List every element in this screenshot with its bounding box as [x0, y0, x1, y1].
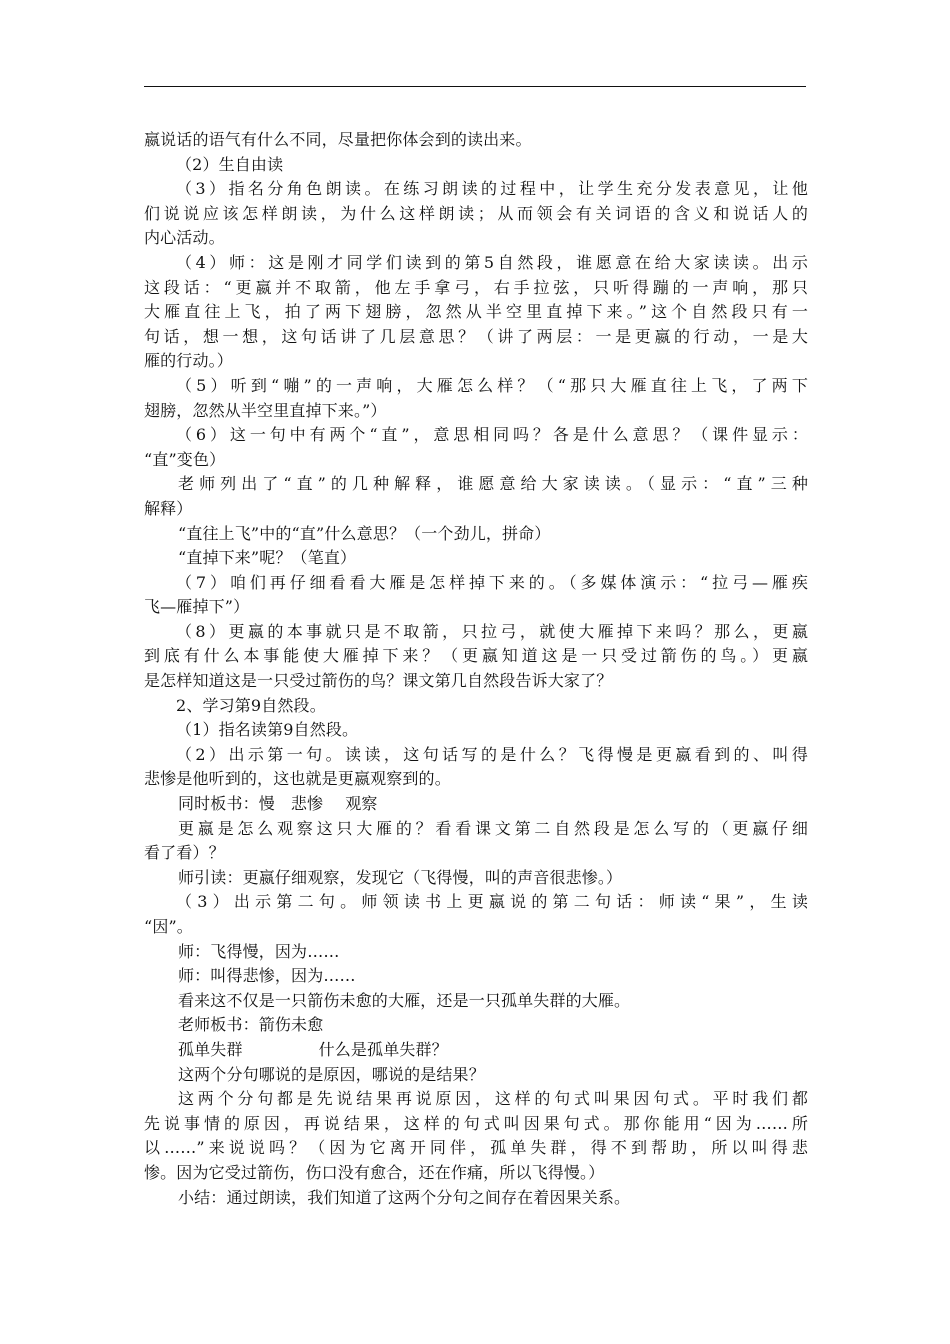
text-line: （1）指名读第9自然段。 [176, 720, 359, 740]
text-line: “因”。 [144, 917, 193, 936]
text-line: 惨。因为它受过箭伤，伤口没有愈合，还在作痛，所以飞得慢。） [144, 1162, 605, 1182]
text-line: （3）指名分角色朗读。在练习朗读的过程中，让学生充分发表意见，让他 [176, 179, 808, 199]
text-line: （6）这一句中有两个“直”，意思相同吗？各是什么意思？（课件显示： [176, 425, 808, 445]
board-writing-line [144, 1038, 808, 1063]
board-word: 孤单失群 [178, 1039, 243, 1059]
text-line: （5）听到“嘣”的一声响，大雁怎么样？（“那只大雁直往上飞，了两下 [176, 375, 808, 395]
text-line: 老师列出了“直”的几种解释，谁愿意给大家读读。（显示：“直”三种 [178, 474, 808, 494]
text-line: 老师板书：箭伤未愈 [178, 1015, 324, 1035]
text-line: （2）出示第一句。读读，这句话写的是什么？飞得慢是更嬴看到的、叫得 [176, 744, 808, 764]
text-line: 悲惨是他听到的，这也就是更嬴观察到的。 [144, 769, 451, 789]
text-line: 看了看）？ [144, 843, 225, 863]
text-line: 大雁直往上飞，拍了两下翅膀，忽然从半空里直掉下来。”这个自然段只有一 [144, 302, 808, 322]
text-line: 们说说应该怎样朗读，为什么这样朗读；从而领会有关词语的含义和说话人的 [144, 203, 808, 223]
text-line: （2）生自由读 [176, 154, 284, 174]
text-line: 飞—雁掉下”） [144, 597, 250, 617]
text-line: （3）出示第二句。师领读书上更嬴说的第二句话：师读“果”，生读 [176, 892, 808, 912]
header-rule [144, 86, 806, 87]
text-line: 更嬴是怎么观察这只大雁的？看看课文第二自然段是怎么写的（更嬴仔细 [178, 818, 808, 838]
text-line: 师：叫得悲惨，因为…… [178, 966, 356, 986]
text-line: 小结：通过朗读，我们知道了这两个分句之间存在着因果关系。 [178, 1187, 631, 1207]
text-line: 2、学习第9自然段。 [176, 695, 326, 715]
text-line: “直”变色） [144, 449, 226, 469]
text-line: 雁的行动。） [144, 351, 233, 371]
text-line: 嬴说话的语气有什么不同，尽量把你体会到的读出来。 [144, 130, 532, 149]
text-line: 内心活动。 [144, 228, 225, 248]
text-line: “直往上飞”中的“直”什么意思？（一个劲儿，拼命） [178, 523, 551, 543]
text-line: 这两个分句哪说的是原因，哪说的是结果？ [178, 1064, 485, 1084]
text-line: 师：飞得慢，因为…… [178, 941, 340, 961]
text-line: 这两个分句都是先说结果再说原因，这样的句式叫果因句式。平时我们都 [178, 1089, 808, 1109]
text-line: （4）师：这是刚才同学们读到的第5自然段，谁愿意在给大家读读。出示 [176, 252, 808, 272]
board-word: 悲惨 [290, 794, 324, 814]
board-word: 同时板书：慢 [178, 794, 275, 814]
text-line: 以……”来说说吗？（因为它离开同伴，孤单失群，得不到帮助，所以叫得悲 [144, 1138, 808, 1158]
text-line: 到底有什么本事能使大雁掉下来？（更嬴知道这是一只受过箭伤的鸟。）更嬴 [144, 646, 808, 666]
text-line: （8）更嬴的本事就只是不取箭，只拉弓，就使大雁掉下来吗？那么，更嬴 [176, 621, 808, 641]
lesson-plan-text [144, 128, 808, 1210]
text-line: 看来这不仅是一只箭伤未愈的大雁，还是一只孤单失群的大雁。 [178, 990, 631, 1010]
text-line: （7）咱们再仔细看看大雁是怎样掉下来的。（多媒体演示：“拉弓—雁疾 [176, 572, 808, 592]
board-word: 观察 [345, 794, 378, 814]
board-writing-line [144, 792, 808, 817]
text-line: 解释） [144, 498, 193, 518]
board-question: 什么是孤单失群？ [318, 1039, 448, 1059]
text-line: 翅膀，忽然从半空里直掉下来。”） [144, 400, 387, 420]
text-line: 这段话：“更嬴并不取箭，他左手拿弓，右手拉弦，只听得蹦的一声响，那只 [144, 277, 808, 297]
text-line: 师引读：更嬴仔细观察，发现它（飞得慢，叫的声音很悲惨。） [178, 867, 623, 887]
text-line: 先说事情的原因，再说结果，这样的句式叫因果句式。那你能用“因为……所 [144, 1113, 808, 1133]
text-line: 是怎样知道这是一只受过箭伤的鸟？课文第几自然段告诉大家了？ [144, 671, 613, 691]
text-line: “直掉下来”呢？（笔直） [178, 548, 357, 568]
text-line: 句话，想一想，这句话讲了几层意思？（讲了两层：一是更嬴的行动，一是大 [144, 326, 808, 346]
